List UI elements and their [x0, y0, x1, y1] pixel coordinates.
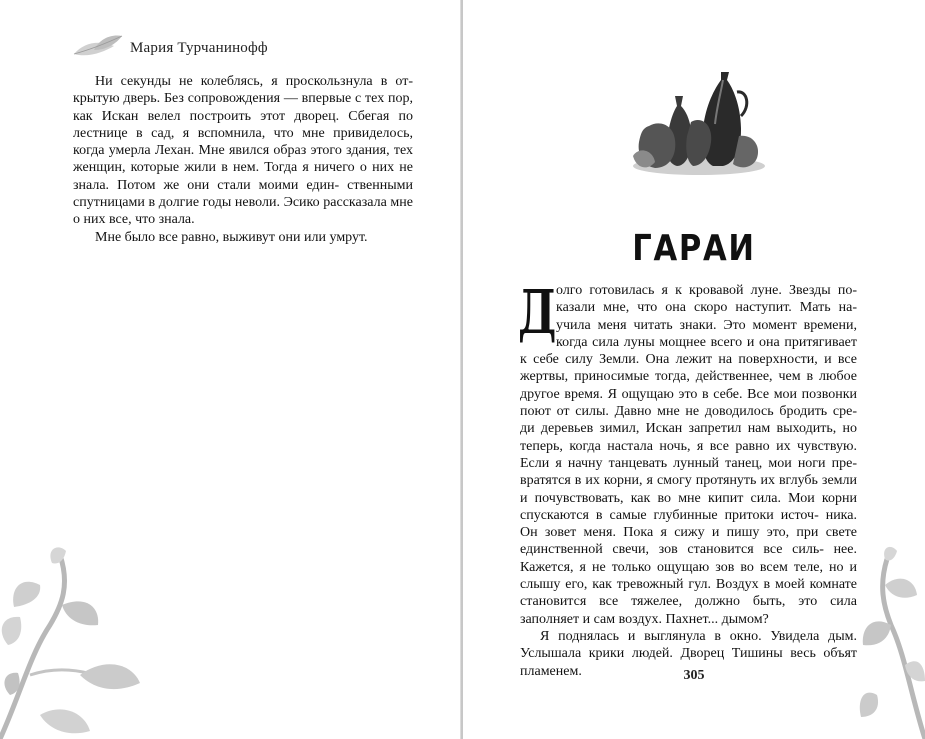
page-number: 305 — [683, 668, 705, 683]
paragraph-text: олго готовилась я к кровавой луне. Звезды по- казали мне, что она скоро наступит. Мать на- учила меня читать знаки. Это момент времени, когда сила луны мощнее всего и она притягивает к себе силу Земли. Она лежит на поверхности, и все жертвы, приносимые тогда, действеннее, чем в любое другое время. Я ощущаю это в себе. Все мои позвонки поют от силы. Давно мне не доводилось бродить сре- ди деревьев зимил, Искан запретил нам выходить, но теперь, когда настала ночь, я все равно их чувствую. Если я начну танцевать лунный танец, мои ноги пре- вратятся в их корни, я смогу протянуть их вглубь земли и почувствовать, как во мне кипит сила. Мои корни спускаются в самые глубинные притоки источ- ника. Он зовет меня. Пока я сижу и пишу это, при свете единственной свечи, зов становится все силь- нее. Кажется, я не только ощущаю зов во всем теле, но и слышу его, как тревожный гул. Воздух в моей комнате становится все тяжелее, должно быть, это сила заполняет и сам воздух. Пахнет... дымом? — [520, 283, 857, 627]
chapter-title: ГАРАИ — [632, 228, 756, 269]
right-page — [463, 0, 925, 739]
paragraph: Мне было все равно, выживут они или умрут. — [95, 229, 368, 245]
leaf-ornament-icon — [70, 32, 126, 62]
paragraph: Я поднялась и выглянула в окно. Увидела дым. Услышала крики людей. Дворец Тишины весь объят пламенем. — [520, 628, 857, 679]
left-page-text — [73, 73, 413, 246]
vases-illustration-icon — [629, 66, 769, 176]
right-page-text — [518, 278, 857, 680]
drop-cap: Д — [518, 278, 557, 348]
vine-ornament-icon — [0, 545, 150, 739]
paragraph — [518, 278, 857, 628]
running-head: Мария Турчанинофф — [130, 40, 268, 56]
left-page — [0, 0, 461, 739]
paragraph: Ни секунды не колеблясь, я проскользнула в от- крытую дверь. Без сопровождения — впервые с тех пор, как Искан велел построить этот дворец. Сбегая по лестнице в сад, я вспомнила, что мне привиделось, когда умерла Лехан. Мне явился образ этого здания, тех женщин, которые жили в нем. Тогда я ничего о них не знала. Потом же они стали моими един- ственными спутницами в долгие годы неволи. Эсико рассказала мне о них все, что знала. — [73, 74, 413, 228]
vine-ornament-icon — [855, 545, 925, 739]
